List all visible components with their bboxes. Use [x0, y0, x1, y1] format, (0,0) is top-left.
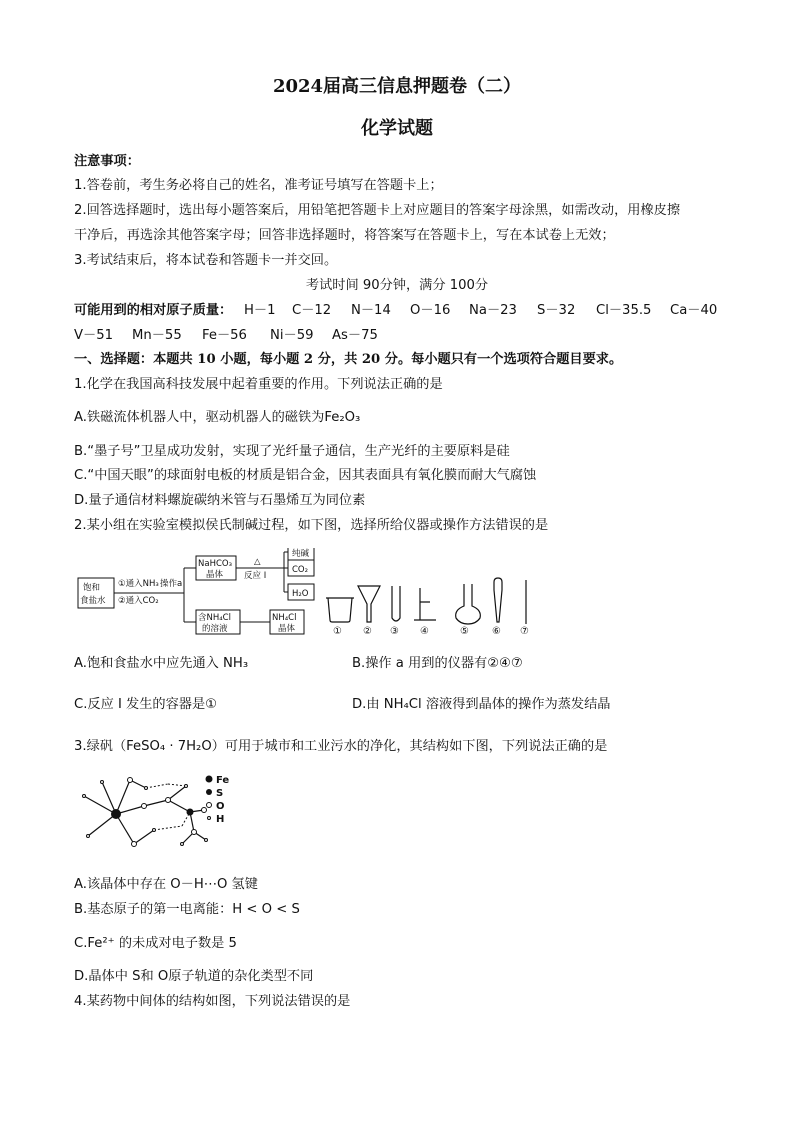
q2-option-d: D.由 NH₄Cl 溶液得到晶体的操作为蒸发结晶	[352, 697, 611, 712]
q2-stem: 2.某小组在实验室模拟侯氏制碱过程，如下图，选择所给仪器或操作方法错误的是	[74, 518, 549, 533]
diagram-step1: ①通入NH₃	[118, 579, 159, 589]
legend-fe-label: Fe	[216, 775, 230, 786]
exam-title: 2024届高三信息押题卷（二）	[272, 76, 522, 97]
mass-fe: Fe－56	[202, 328, 247, 343]
legend-fe-marker	[206, 776, 213, 783]
apparatus-label-6: ⑥	[492, 626, 501, 636]
mass-n: N－14	[351, 303, 391, 318]
mass-v: V－51	[74, 328, 113, 343]
notes-item-3: 3.考试结束后，将本试卷和答题卡一并交回。	[74, 253, 338, 268]
legend-s-label: S	[216, 788, 224, 799]
fe-atom	[111, 809, 121, 819]
legend-o-marker	[207, 803, 212, 808]
diagram-step2: ②通入CO₂	[118, 596, 159, 606]
mass-c: C－12	[292, 303, 332, 318]
diagram-nahco3-1: NaHCO₃	[198, 559, 232, 569]
iron-stand-icon	[414, 588, 436, 620]
q3-option-a: A.该晶体中存在 O－H⋯O 氢键	[74, 877, 258, 892]
legend-o-label: O	[216, 801, 225, 812]
q3-option-b: B.基态原子的第一电离能：H < O < S	[74, 902, 300, 917]
q3-structure-diagram	[74, 770, 264, 852]
notes-heading: 注意事项：	[74, 154, 140, 169]
diagram-nh4cl-1: NH₄Cl	[272, 613, 297, 623]
diagram-solution-1: 含NH₄Cl	[198, 613, 231, 623]
mass-h: H－1	[244, 303, 276, 318]
test-tube-icon	[392, 586, 400, 621]
diagram-out-co2: CO₂	[292, 565, 309, 575]
legend-s-marker	[206, 789, 212, 795]
diagram-start-line2: 食盐水	[80, 596, 106, 606]
s-atom	[187, 809, 194, 816]
apparatus-label-3: ③	[390, 626, 399, 636]
beaker-icon	[328, 598, 352, 622]
funnel-icon	[358, 586, 380, 622]
mass-o: O－16	[410, 303, 451, 318]
diagram-start-line1: 饱和	[83, 583, 101, 593]
mass-s: S－32	[537, 303, 576, 318]
mass-cl: Cl－35.5	[596, 303, 652, 318]
notes-item-2b: 干净后，再选涂其他答案字母；回答非选择题时，将答案写在答题卡上，写在本试卷上无效；	[74, 228, 615, 243]
q1-option-d: D.量子通信材料螺旋碳纳米管与石墨烯互为同位素	[74, 493, 366, 508]
diagram-op: 操作a	[160, 579, 183, 589]
q4-stem: 4.某药物中间体的结构如图，下列说法错误的是	[74, 994, 351, 1009]
diagram-out-soda: 纯碱	[292, 549, 310, 559]
legend-h-label: H	[216, 814, 225, 825]
q3-option-c: C.Fe²⁺ 的未成对电子数是 5	[74, 936, 237, 951]
diagram-nh4cl-2: 晶体	[278, 624, 296, 634]
apparatus-label-7: ⑦	[520, 626, 529, 636]
q1-stem: 1.化学在我国高科技发展中起着重要的作用。下列说法正确的是	[74, 377, 443, 392]
legend-h-marker	[208, 817, 211, 820]
q1-option-b: B.“墨子号”卫星成功发射，实现了光纤量子通信，生产光纤的主要原料是硅	[74, 444, 510, 459]
apparatus-label-2: ②	[363, 626, 372, 636]
mass-na: Na－23	[469, 303, 517, 318]
exam-time: 考试时间 90分钟，满分 100分	[305, 278, 489, 293]
exam-subtitle: 化学试题	[361, 118, 433, 139]
q1-option-c: C.“中国天眼”的球面射电板的材质是铝合金，因其表面具有氧化膜而耐大气腐蚀	[74, 468, 537, 483]
q3-option-d: D.晶体中 S和 O原子轨道的杂化类型不同	[74, 969, 314, 984]
notes-item-2a: 2.回答选择题时，选出每小题答案后，用铅笔把答题卡上对应题目的答案字母涂黑，如需改动，用橡皮擦	[74, 203, 681, 218]
dropper-icon	[494, 578, 502, 622]
q2-option-b: B.操作 a 用到的仪器有②④⑦	[352, 656, 523, 671]
apparatus-label-5: ⑤	[460, 626, 469, 636]
section-heading: 一、选择题：本题共 10 小题，每小题 2 分，共 20 分。每小题只有一个选项符合题目要求。	[74, 352, 623, 367]
masses-label: 可能用到的相对原子质量：	[74, 303, 233, 318]
mass-ca: Ca－40	[670, 303, 718, 318]
structure-legend	[206, 775, 230, 825]
q2-option-c: C.反应 I 发生的容器是①	[74, 697, 217, 712]
q2-process-diagram	[74, 548, 544, 636]
diagram-nahco3-2: 晶体	[206, 570, 224, 580]
q3-stem: 3.绿矾（FeSO₄ · 7H₂O）可用于城市和工业污水的净化，其结构如下图，下列说法正确的是	[74, 739, 608, 754]
diagram-solution-2: 的溶液	[202, 624, 228, 634]
diagram-delta: △	[254, 557, 261, 567]
mass-ni: Ni－59	[270, 328, 314, 343]
mass-mn: Mn－55	[132, 328, 182, 343]
diagram-out-water: H₂O	[292, 589, 309, 599]
notes-item-1: 1.答卷前，考生务必将自己的姓名，准考证号填写在答题卡上；	[74, 178, 443, 193]
q1-option-a: A.铁磁流体机器人中，驱动机器人的磁铁为Fe₂O₃	[74, 410, 361, 425]
flask-icon	[456, 584, 481, 624]
apparatus-label-4: ④	[420, 626, 429, 636]
mass-as: As－75	[332, 328, 378, 343]
q2-option-a: A.饱和食盐水中应先通入 NH₃	[74, 656, 249, 671]
apparatus-label-1: ①	[333, 626, 342, 636]
diagram-reaction: 反应 I	[244, 571, 267, 581]
